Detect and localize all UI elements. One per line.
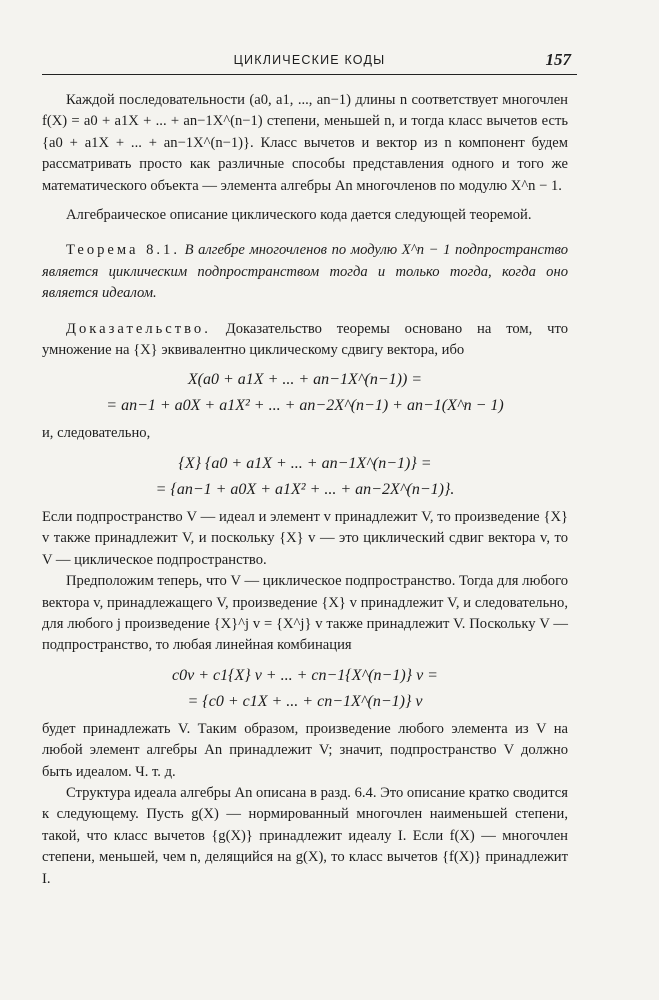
equation-linear-combination	[42, 663, 568, 715]
proof-paragraph	[42, 319, 568, 362]
paragraph-cyclic-implies-ideal: Предположим теперь, что V — циклическое подпространство. Тогда для любого вектора v, принадлежащего V, произведение {X} v принадлежит V, и следовательно, для любого j произведение {X}^j v = {X^j} v также принадлежит V. Поскольку V — подпространство, то любая линейная комбинация	[42, 573, 568, 654]
page-header	[42, 50, 577, 75]
paragraph-residue-classes: Каждой последовательности (a0, a1, ..., an−1) длины n соответствует многочлен f(X) = a0 + a1X + ... + an−1X^(n−1) степени, меньшей n, и тогда класс вычетов есть {a0 + a1X + ... + an−1X^(n−1)}. Класс вычетов и вектор из n компонент будем рассматривать просто как различные способы представления одного и того же математического объекта — элемента алгебры An многочленов по модулю X^n − 1.	[42, 92, 568, 194]
theorem-text: В алгебре многочленов по модулю X^n − 1 подпространство является циклическим подпространством тогда и только тогда, когда оно является идеалом.	[42, 242, 569, 302]
paragraph-algebraic-description: Алгебраическое описание циклического кода дается следующей теоремой.	[66, 207, 532, 224]
running-title: ЦИКЛИЧЕСКИЕ КОДЫ	[233, 53, 386, 67]
paragraph-ideal-implies-cyclic: Если подпространство V — идеал и элемент v принадлежит V, то произведение {X} v также принадлежит V, и поскольку {X} v — это циклический сдвиг вектора v, то V — циклическое подпространство.	[42, 508, 568, 568]
equation-line: {X} {a0 + a1X + ... + an−1X^(n−1)} =	[178, 454, 432, 472]
paragraph-ideal-structure: Структура идеала алгебры An описана в разд. 6.4. Это описание кратко сводится к следующему. Пусть g(X) — нормированный многочлен наименьшей степени, такой, что класс вычетов {g(X)} принадлежит идеалу I. Если f(X) — многочлен степени, меньшей, чем n, делящийся на g(X), то класс вычетов {f(X)} принадлежит I.	[42, 784, 568, 887]
equation-line: = {c0 + c1X + ... + cn−1X^(n−1)} v	[187, 692, 423, 710]
and-consequently: и, следовательно,	[42, 425, 151, 442]
page-body	[42, 90, 568, 890]
equation-residue-shift	[42, 451, 568, 503]
equation-line: X(a0 + a1X + ... + an−1X^(n−1)) =	[187, 371, 423, 389]
proof-label: Доказательство.	[66, 320, 211, 337]
equation-line: = an−1 + a0X + a1X² + ... + an−2X^(n−1) + an−1(X^n − 1)	[106, 397, 504, 415]
equation-line: c0v + c1{X} v + ... + cn−1{X^(n−1)} v =	[172, 666, 438, 684]
theorem-8-1	[42, 240, 568, 304]
equation-line: = {an−1 + a0X + a1X² + ... + an−2X^(n−1)}.	[155, 480, 455, 498]
page-number: 157	[545, 50, 571, 69]
paragraph-conclusion: будет принадлежать V. Таким образом, произведение любого элемента из V на любой элемент алгебры An принадлежит V; значит, подпространство V должно быть идеалом. Ч. т. д.	[42, 720, 568, 780]
proof-text: Доказательство теоремы основано на том, что умножение на {X} эквивалентно циклическому сдвигу вектора, ибо	[42, 320, 568, 359]
equation-shift	[42, 367, 568, 419]
theorem-label: Теорема 8.1.	[66, 242, 181, 259]
